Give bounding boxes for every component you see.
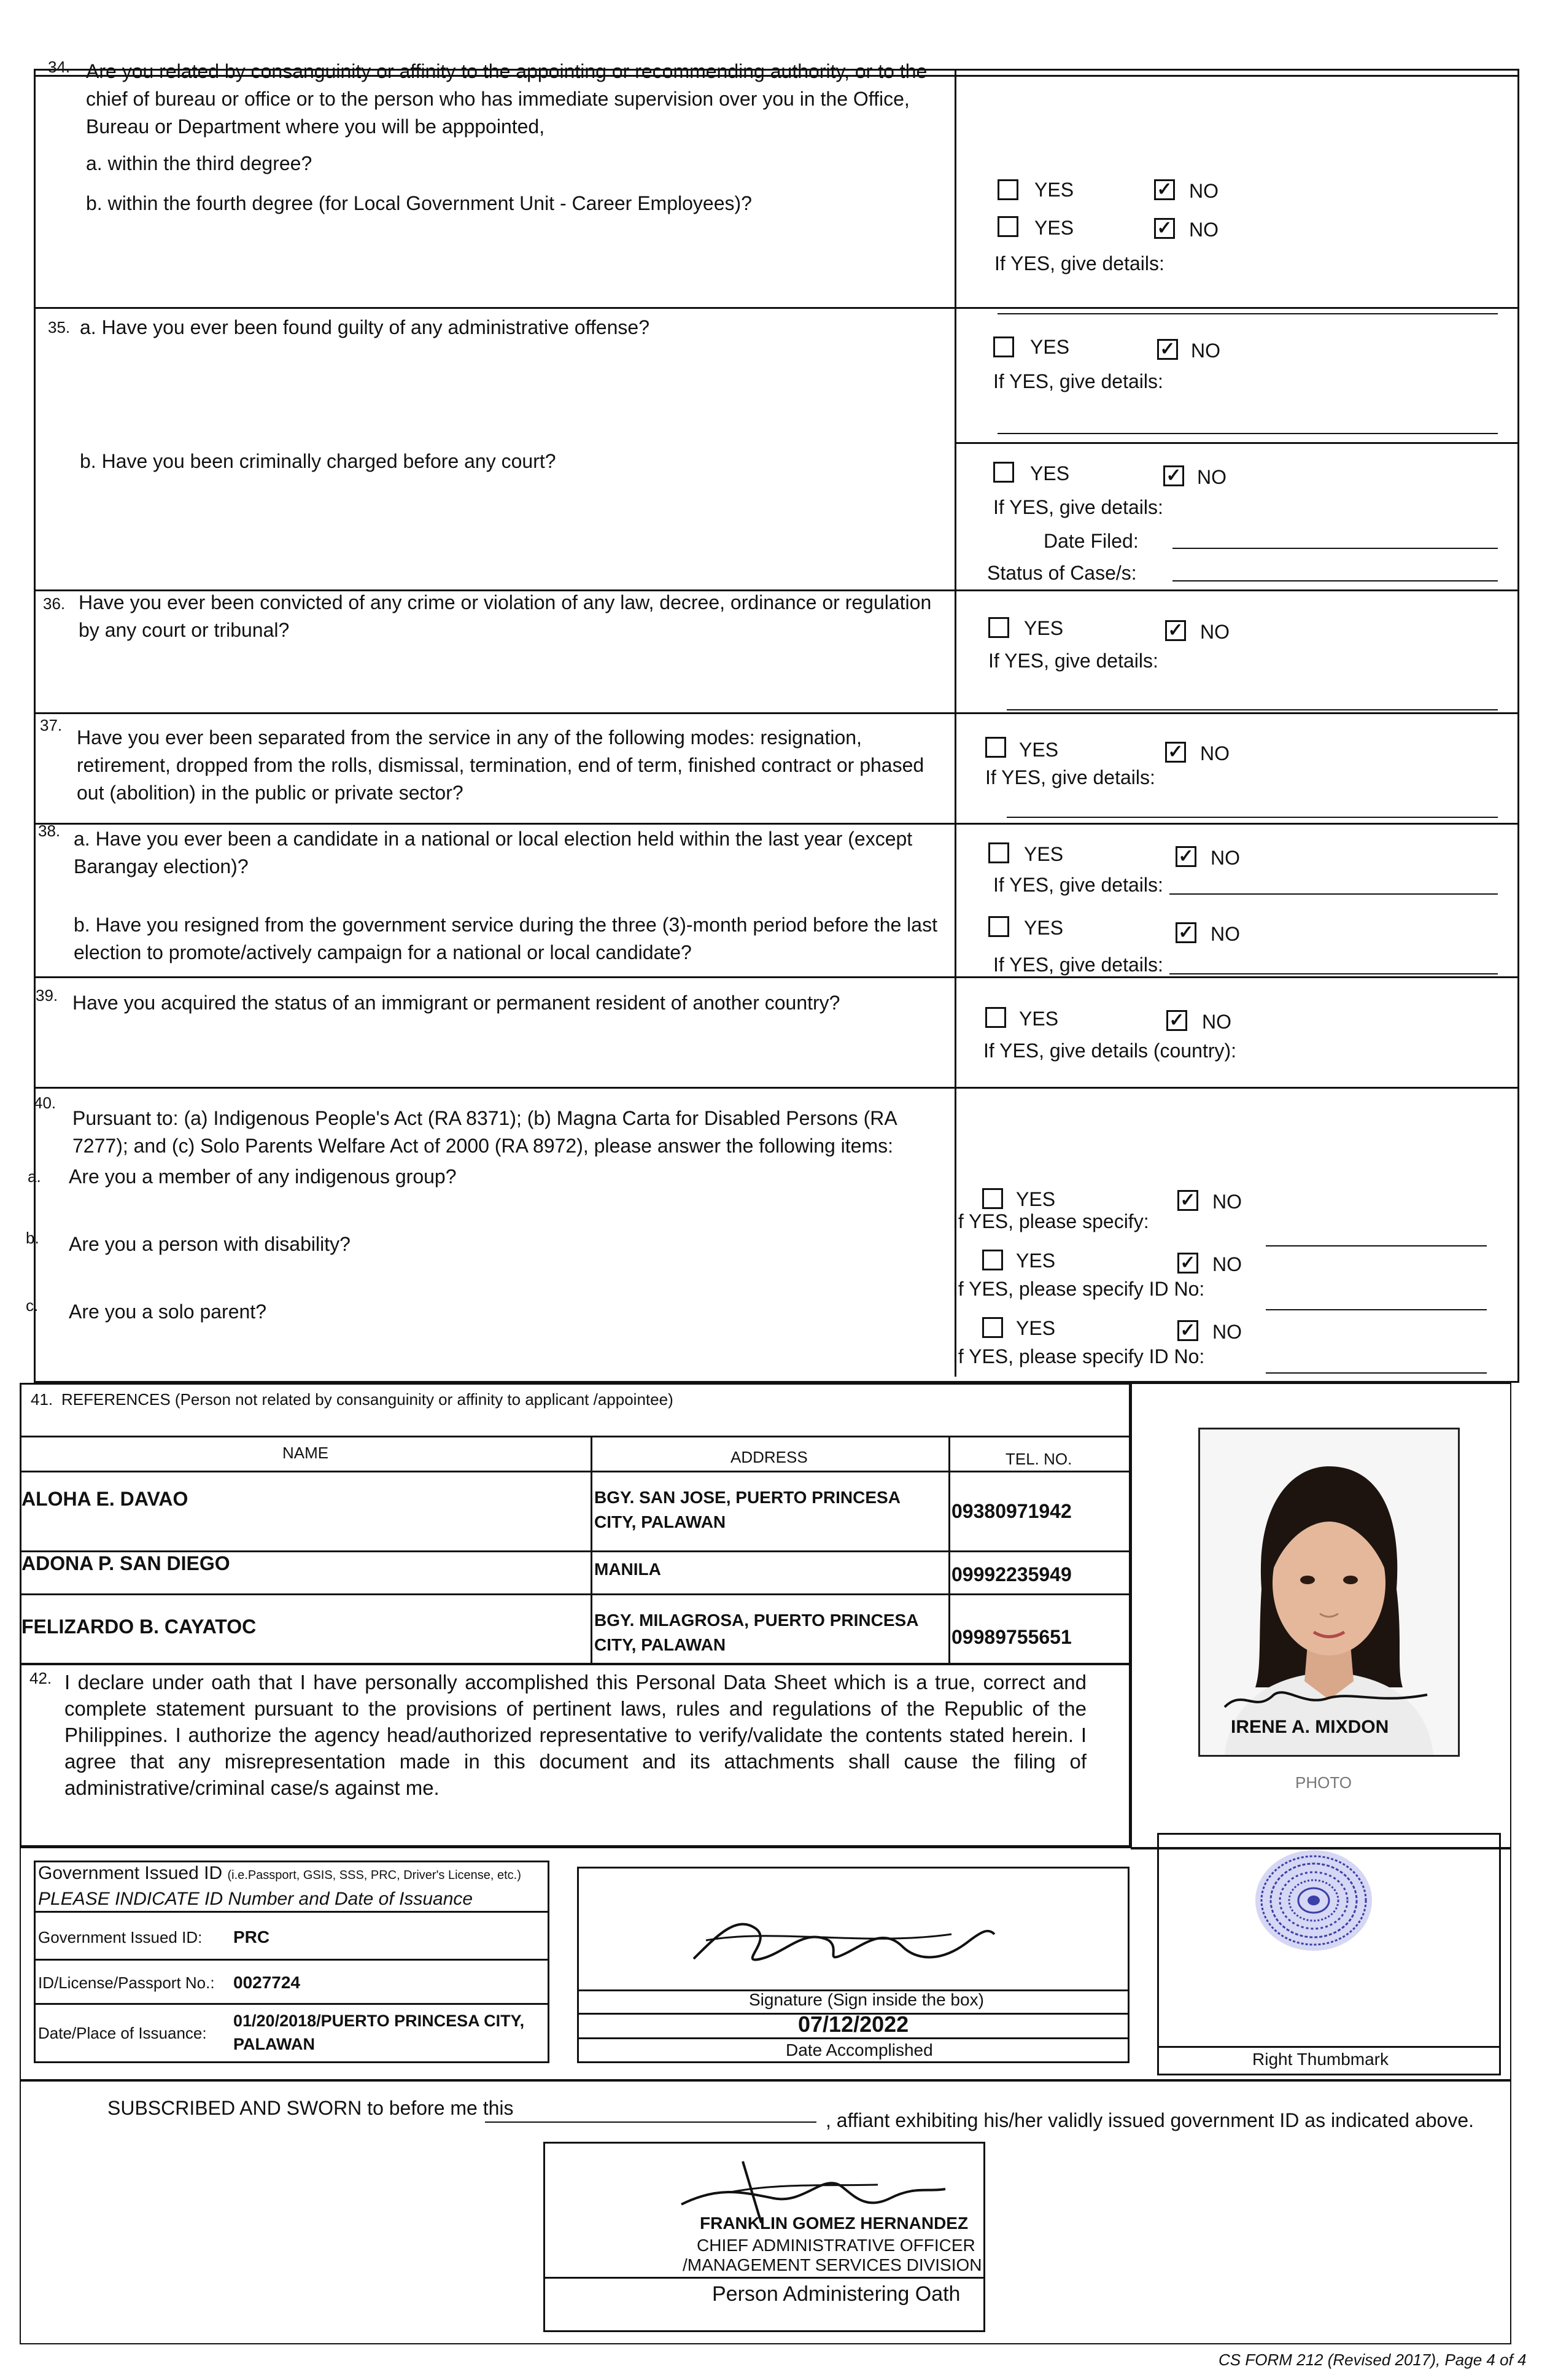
q40c-yes-label: YES bbox=[1016, 1317, 1056, 1339]
q36-no-checkbox[interactable]: ✓ bbox=[1165, 620, 1186, 641]
signature-caption: Signature (Sign inside the box) bbox=[749, 1990, 984, 2009]
q34-number: 34. bbox=[48, 58, 71, 76]
reference-1-address-line1: BGY. SAN JOSE, PUERTO PRINCESA bbox=[594, 1488, 901, 1507]
q40a-letter: a. bbox=[28, 1167, 41, 1186]
q35a-details-label: If YES, give details: bbox=[993, 370, 1163, 392]
q40-line1: Pursuant to: (a) Indigenous People's Act (RA 8371); (b) Magna Carta for Disabled Persons (RA bbox=[72, 1107, 897, 1129]
q40a-details-label: If YES, please specify: bbox=[953, 1210, 1149, 1232]
q37-yes-checkbox[interactable] bbox=[985, 737, 1006, 758]
q40a-details-line[interactable] bbox=[1266, 1245, 1487, 1246]
applicant-signature bbox=[681, 1891, 1001, 1983]
row-sep-39 bbox=[34, 976, 1519, 978]
oath-line-start: SUBSCRIBED AND SWORN to before me this bbox=[107, 2097, 514, 2119]
q38b-details-line[interactable] bbox=[1169, 973, 1498, 974]
reference-2-tel: 09992235949 bbox=[951, 1563, 1072, 1585]
references-header-name: NAME bbox=[282, 1444, 329, 1462]
date-accomplished-caption: Date Accomplished bbox=[786, 2040, 933, 2059]
q37-details-label: If YES, give details: bbox=[985, 766, 1155, 788]
oath-line-end: , affiant exhibiting his/her validly issued government ID as indicated above. bbox=[826, 2109, 1474, 2131]
q38a-details-label: If YES, give details: bbox=[993, 874, 1163, 896]
q38b-yes-checkbox[interactable] bbox=[988, 916, 1009, 937]
gov-id-date-label: Date/Place of Issuance: bbox=[38, 2024, 207, 2042]
reference-1-tel: 09380971942 bbox=[951, 1500, 1072, 1522]
q40b-text: Are you a person with disability? bbox=[69, 1233, 351, 1255]
references-row-sep-2 bbox=[20, 1593, 1131, 1595]
gov-id-type-value: PRC bbox=[233, 1927, 270, 1946]
q34-details-label: If YES, give details: bbox=[994, 252, 1164, 274]
q34a-text: a. within the third degree? bbox=[86, 152, 312, 174]
q39-details-line[interactable] bbox=[998, 1087, 1498, 1088]
q38b-yes-label: YES bbox=[1024, 917, 1064, 939]
q38b-no-checkbox[interactable]: ✓ bbox=[1176, 922, 1196, 943]
q37-line1: Have you ever been separated from the service in any of the following modes: resignation, bbox=[77, 726, 862, 749]
reference-3-name: FELIZARDO B. CAYATOC bbox=[21, 1616, 257, 1638]
reference-1-name: ALOHA E. DAVAO bbox=[21, 1488, 188, 1510]
q34-line2: chief of bureau or office or to the person who has immediate supervision over you in the Office, bbox=[86, 88, 910, 110]
q36-yes-checkbox[interactable] bbox=[988, 617, 1009, 638]
q39-yes-label: YES bbox=[1019, 1008, 1059, 1030]
declaration-text: I declare under oath that I have personally accomplished this Personal Data Sheet which is a true, correct and complete statement pursuant to the provisions of pertinent laws, rules and regulations of the Republic of the Philippines. I authorize the agency head/authorized representative to verify/validate the contents stated herein. I agree that any misrepresentation made in this document and its attachments shall cause the filing of administrative/criminal case/s against me. bbox=[64, 1671, 1087, 1799]
q40a-yes-checkbox[interactable] bbox=[982, 1188, 1003, 1209]
q35b-yes-checkbox[interactable] bbox=[993, 462, 1014, 483]
q34a-yes-label: YES bbox=[1034, 179, 1074, 201]
q35a-details-line[interactable] bbox=[998, 433, 1498, 434]
q35b-status-label: Status of Case/s: bbox=[987, 562, 1137, 584]
q40a-no-label: NO bbox=[1212, 1191, 1242, 1213]
gov-id-title bbox=[38, 1861, 521, 1888]
q40c-details-line[interactable] bbox=[1266, 1372, 1487, 1374]
gov-id-sep-3 bbox=[34, 2003, 549, 2005]
q38b-details-label: If YES, give details: bbox=[993, 954, 1163, 976]
q35a-no-checkbox[interactable]: ✓ bbox=[1157, 339, 1178, 360]
q40b-yes-checkbox[interactable] bbox=[982, 1250, 1003, 1270]
q40a-yes-label: YES bbox=[1016, 1188, 1056, 1210]
q34b-no-checkbox[interactable]: ✓ bbox=[1154, 218, 1175, 239]
q34a-yes-checkbox[interactable] bbox=[998, 179, 1018, 200]
q38-number: 38. bbox=[38, 822, 61, 840]
thumbmark-caption: Right Thumbmark bbox=[1252, 2050, 1389, 2069]
references-header-top bbox=[20, 1436, 1131, 1437]
q34-line3: Bureau or Department where you will be apppointed, bbox=[86, 115, 545, 138]
q36-no-label: NO bbox=[1200, 621, 1230, 643]
q40b-details-line[interactable] bbox=[1266, 1309, 1487, 1310]
gov-id-sep-1 bbox=[34, 1911, 549, 1913]
q35a-yes-checkbox[interactable] bbox=[993, 336, 1014, 357]
q40b-letter: b. bbox=[26, 1229, 39, 1247]
reference-3-address-line1: BGY. MILAGROSA, PUERTO PRINCESA bbox=[594, 1611, 919, 1630]
q39-line1: Have you acquired the status of an immigrant or permanent resident of another country? bbox=[72, 992, 840, 1014]
q37-no-label: NO bbox=[1200, 742, 1230, 764]
q39-no-checkbox[interactable]: ✓ bbox=[1166, 1010, 1187, 1031]
form-footer: CS FORM 212 (Revised 2017), Page 4 of 4 bbox=[1219, 2351, 1527, 2369]
q37-yes-label: YES bbox=[1019, 739, 1059, 761]
gov-id-date-value-line2: PALAWAN bbox=[233, 2035, 315, 2053]
reference-3-tel: 09989755651 bbox=[951, 1626, 1072, 1648]
q36-line2: by any court or tribunal? bbox=[79, 619, 290, 641]
q34a-no-checkbox[interactable]: ✓ bbox=[1154, 179, 1175, 200]
q40c-details-label: If YES, please specify ID No: bbox=[953, 1345, 1205, 1367]
declaration-number: 42. bbox=[29, 1669, 52, 1687]
oath-date-blank[interactable] bbox=[485, 2121, 816, 2123]
q36-yes-label: YES bbox=[1024, 617, 1064, 639]
q39-details-label: If YES, give details (country): bbox=[983, 1040, 1237, 1062]
references-number: 41. bbox=[31, 1390, 53, 1409]
reference-1-address-line2: CITY, PALAWAN bbox=[594, 1512, 726, 1531]
references-header-bottom bbox=[20, 1471, 1131, 1472]
q35a-yes-label: YES bbox=[1030, 336, 1070, 358]
q35b-text: b. Have you been criminally charged before any court? bbox=[80, 450, 556, 472]
q35a-text: a. Have you ever been found guilty of any administrative offense? bbox=[80, 316, 649, 338]
references-col-sep-2 bbox=[948, 1436, 950, 1663]
q40b-details-label: If YES, please specify ID No: bbox=[953, 1278, 1205, 1300]
q38a-yes-label: YES bbox=[1024, 843, 1064, 865]
q40a-text: Are you a member of any indigenous group? bbox=[69, 1165, 457, 1188]
q36-details-label: If YES, give details: bbox=[988, 650, 1158, 672]
q40b-yes-label: YES bbox=[1016, 1250, 1056, 1272]
q38a-no-checkbox[interactable]: ✓ bbox=[1176, 846, 1196, 867]
q38b-line1: b. Have you resigned from the government service during the three (3)-month period before the last bbox=[74, 914, 937, 936]
q37-number: 37. bbox=[40, 716, 63, 734]
photo-label: PHOTO bbox=[1295, 1773, 1352, 1792]
q34-details-line[interactable] bbox=[998, 313, 1498, 314]
oath-officer-name: FRANKLIN GOMEZ HERNANDEZ bbox=[700, 2214, 969, 2233]
q38a-line2: Barangay election)? bbox=[74, 855, 249, 877]
q37-details-line[interactable] bbox=[1007, 817, 1498, 818]
q35a-no-label: NO bbox=[1191, 340, 1220, 362]
q36-line1: Have you ever been convicted of any crime or violation of any law, decree, ordinance or regulation bbox=[79, 591, 932, 613]
q40b-no-label: NO bbox=[1212, 1253, 1242, 1275]
references-header-tel: TEL. NO. bbox=[1006, 1450, 1072, 1468]
row-sep-38 bbox=[34, 823, 1519, 825]
q39-yes-checkbox[interactable] bbox=[985, 1007, 1006, 1028]
q37-line3: out (abolition) in the public or private sector? bbox=[77, 782, 463, 804]
photo-signature-scribble bbox=[1219, 1682, 1440, 1719]
thumbprint-image bbox=[1240, 1842, 1387, 1959]
q36-number: 36. bbox=[43, 594, 66, 613]
oath-officer-sep bbox=[543, 2277, 985, 2279]
oath-caption: Person Administering Oath bbox=[712, 2282, 961, 2306]
gov-id-date-value-line1: 01/20/2018/PUERTO PRINCESA CITY, bbox=[233, 2012, 525, 2030]
q36-details-line[interactable] bbox=[1007, 709, 1498, 710]
q34b-yes-label: YES bbox=[1034, 217, 1074, 239]
q38b-line2: election to promote/actively campaign for a national or local candidate? bbox=[74, 941, 692, 963]
q40c-letter: c. bbox=[26, 1296, 39, 1315]
q35-number: 35. bbox=[48, 318, 71, 336]
reference-3-address-line2: CITY, PALAWAN bbox=[594, 1635, 726, 1654]
reference-2-address-line1: MANILA bbox=[594, 1560, 661, 1579]
column-divider bbox=[955, 69, 956, 1377]
references-header-address: ADDRESS bbox=[730, 1448, 808, 1466]
gov-id-title-text: Government Issued ID bbox=[38, 1863, 223, 1883]
q34-line1: Are you related by consanguinity or affinity to the appointing or recommending authority, or to the bbox=[86, 60, 928, 82]
references-col-sep-1 bbox=[591, 1436, 592, 1663]
reference-2-name: ADONA P. SAN DIEGO bbox=[21, 1552, 230, 1574]
q39-no-label: NO bbox=[1202, 1011, 1231, 1033]
gov-id-title-note: (i.e.Passport, GSIS, SSS, PRC, Driver's License, etc.) bbox=[227, 1869, 521, 1882]
q38a-line1: a. Have you ever been a candidate in a national or local election held within the last year (except bbox=[74, 828, 913, 850]
q35b-no-checkbox[interactable]: ✓ bbox=[1163, 465, 1184, 486]
q35b-status-line[interactable] bbox=[1172, 580, 1498, 581]
gov-id-number-value: 0027724 bbox=[233, 1973, 301, 1992]
gov-id-type-label: Government Issued ID: bbox=[38, 1928, 203, 1946]
q40c-no-label: NO bbox=[1212, 1321, 1242, 1343]
q37-no-checkbox[interactable]: ✓ bbox=[1165, 742, 1186, 763]
q40c-no-checkbox[interactable]: ✓ bbox=[1177, 1320, 1198, 1341]
q35b-no-label: NO bbox=[1197, 466, 1226, 488]
q40b-no-checkbox[interactable]: ✓ bbox=[1177, 1253, 1198, 1274]
q35b-date-filed-line[interactable] bbox=[1172, 548, 1498, 549]
q34b-yes-checkbox[interactable] bbox=[998, 216, 1018, 237]
q35b-date-filed-label: Date Filed: bbox=[1044, 530, 1139, 552]
q40c-yes-checkbox[interactable] bbox=[982, 1317, 1003, 1338]
q34b-no-label: NO bbox=[1189, 219, 1219, 241]
row-sep-35 bbox=[34, 307, 1519, 309]
references-title: REFERENCES (Person not related by consanguinity or affinity to applicant /appointee) bbox=[61, 1390, 673, 1409]
q40a-no-checkbox[interactable]: ✓ bbox=[1177, 1190, 1198, 1211]
q40c-text: Are you a solo parent? bbox=[69, 1301, 266, 1323]
q38a-details-line[interactable] bbox=[1169, 893, 1498, 895]
q34b-text: b. within the fourth degree (for Local Government Unit - Career Employees)? bbox=[86, 192, 752, 214]
row-sep-37 bbox=[34, 712, 1519, 714]
oath-officer-title-line2: /MANAGEMENT SERVICES DIVISION bbox=[683, 2255, 982, 2274]
q38b-no-label: NO bbox=[1211, 923, 1240, 945]
q40-line2: 7277); and (c) Solo Parents Welfare Act of 2000 (RA 8972), please answer the following items: bbox=[72, 1135, 894, 1157]
q35b-yes-label: YES bbox=[1030, 462, 1070, 484]
date-accomplished-value[interactable]: 07/12/2022 bbox=[798, 2012, 909, 2037]
gov-id-subtitle: PLEASE INDICATE ID Number and Date of Issuance bbox=[38, 1889, 473, 1909]
q38a-no-label: NO bbox=[1211, 847, 1240, 869]
q38a-yes-checkbox[interactable] bbox=[988, 842, 1009, 863]
q35b-details-label: If YES, give details: bbox=[993, 496, 1163, 518]
row-sep-35b bbox=[955, 442, 1519, 444]
gov-id-sep-2 bbox=[34, 1959, 549, 1961]
q39-number: 39. bbox=[36, 986, 58, 1005]
q34a-no-label: NO bbox=[1189, 180, 1219, 202]
oath-officer-title-line1: CHIEF ADMINISTRATIVE OFFICER bbox=[697, 2236, 975, 2255]
gov-id-number-label: ID/License/Passport No.: bbox=[38, 1974, 215, 1992]
q40-number: 40. bbox=[34, 1094, 56, 1112]
q37-line2: retirement, dropped from the rolls, dismissal, termination, end of term, finished contract or phased bbox=[77, 754, 924, 776]
photo-name-caption: IRENE A. MIXDON bbox=[1231, 1717, 1389, 1737]
